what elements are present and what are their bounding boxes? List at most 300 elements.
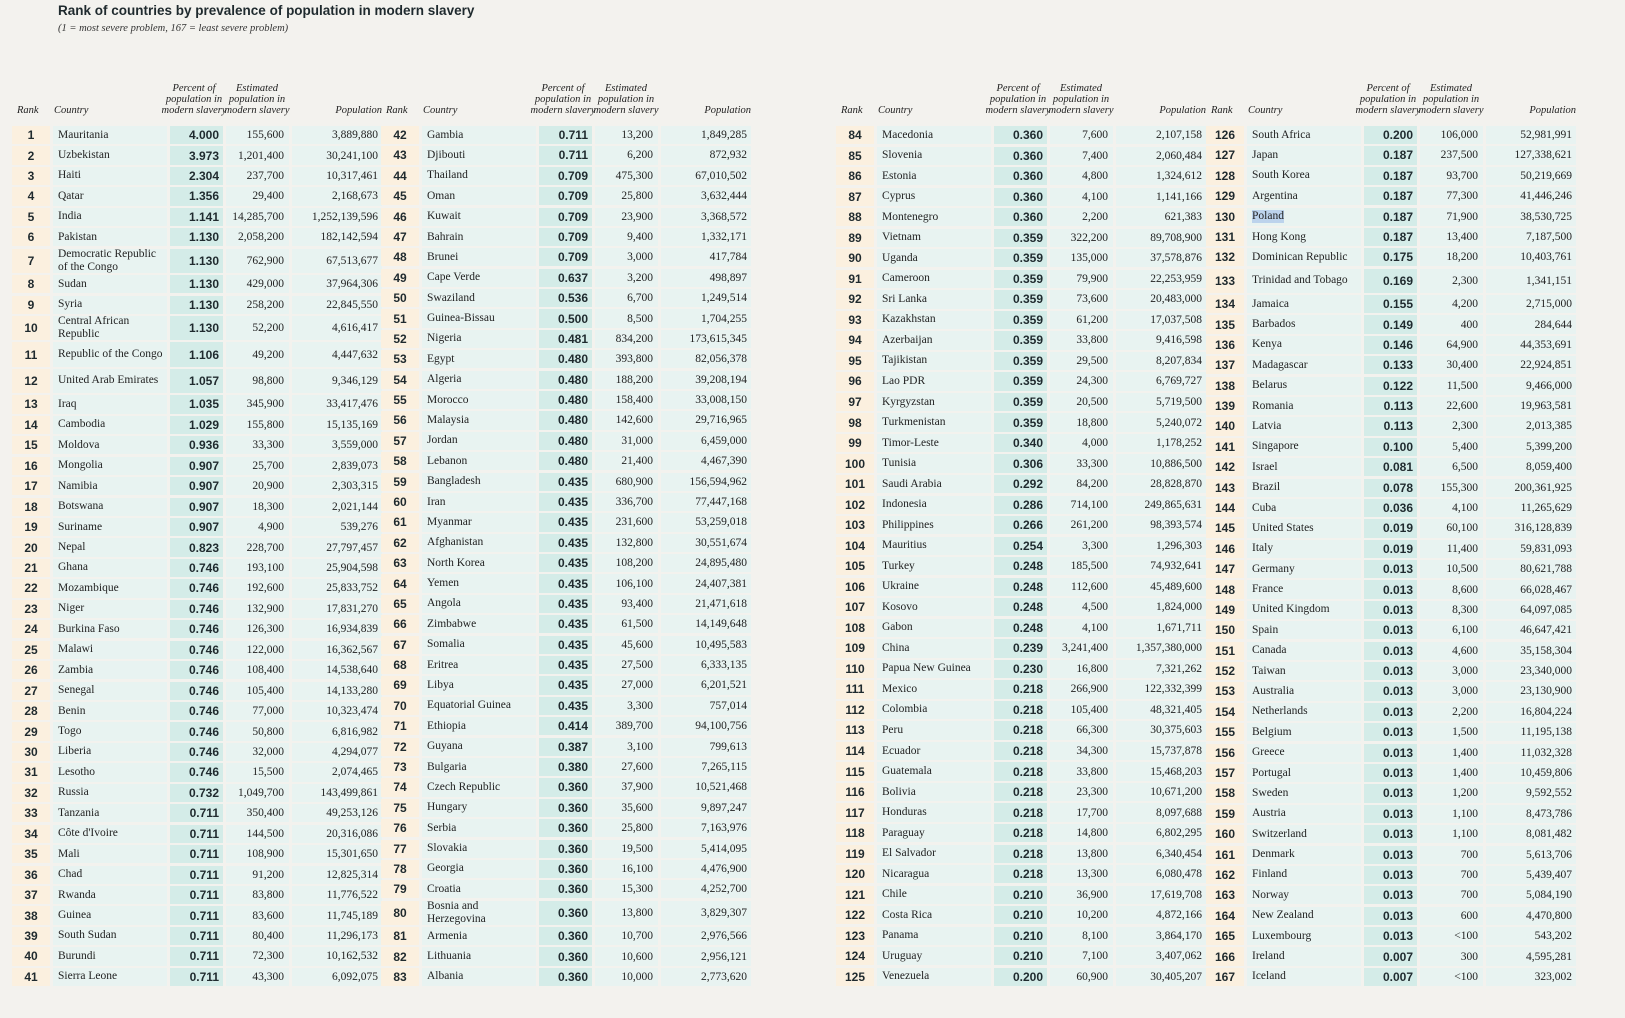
cell-rank <box>12 641 50 659</box>
pct-value: 0.746 <box>188 601 219 616</box>
cell-est <box>226 641 289 659</box>
est-value: 2,200 <box>1452 705 1478 718</box>
rank-value: 130 <box>1214 209 1236 224</box>
cell-pop <box>1116 249 1206 267</box>
est-value: 18,200 <box>1446 251 1478 264</box>
header-est: Estimated population in modern slavery <box>1418 83 1484 116</box>
pop-value: 94,100,756 <box>695 720 747 733</box>
cell-rank <box>836 331 874 349</box>
cell-country <box>1247 356 1361 374</box>
cell-pct <box>170 146 223 164</box>
cell-est <box>595 799 658 817</box>
cell-est <box>595 901 658 925</box>
pop-value: 2,168,673 <box>332 190 378 203</box>
country-value: Cambodia <box>58 418 106 431</box>
pct-value: 4.000 <box>188 128 219 143</box>
est-value: 8,600 <box>1452 583 1478 596</box>
rank-value: 95 <box>848 353 862 368</box>
cell-pct <box>1364 228 1417 246</box>
rank-value: 35 <box>24 847 38 862</box>
est-value: 112,600 <box>1071 580 1108 593</box>
cell-country <box>422 819 536 837</box>
table-row <box>381 778 753 796</box>
table-row <box>836 208 1208 226</box>
rank-value: 146 <box>1214 541 1236 556</box>
cell-country <box>53 477 167 495</box>
rank-value: 148 <box>1214 582 1236 597</box>
cell-pct <box>994 803 1047 821</box>
table-row <box>12 146 384 164</box>
cell-est <box>226 369 289 393</box>
cell-pop <box>1116 229 1206 247</box>
cell-rank <box>12 538 50 556</box>
est-value: 10,700 <box>621 930 653 943</box>
cell-pct <box>539 968 592 986</box>
pop-value: 143,499,861 <box>320 786 378 799</box>
rank-value: 14 <box>24 417 38 432</box>
pop-value: 6,802,295 <box>1156 827 1202 840</box>
rank-value: 70 <box>393 698 407 713</box>
est-value: 3,000 <box>627 251 653 264</box>
cell-pop <box>1116 598 1206 616</box>
pop-value: 799,613 <box>709 740 747 753</box>
pop-value: 11,776,522 <box>326 889 378 902</box>
cell-pop <box>1486 560 1576 578</box>
cell-pct <box>170 947 223 965</box>
table-row <box>1206 540 1578 558</box>
cell-country <box>1247 377 1361 395</box>
pct-value: 0.113 <box>1383 419 1413 434</box>
cell-est <box>1050 906 1113 924</box>
cell-pct <box>170 866 223 884</box>
est-value: 7,100 <box>1082 950 1108 963</box>
country-value: Brazil <box>1252 481 1281 494</box>
est-value: 680,900 <box>615 475 653 488</box>
cell-pct <box>994 434 1047 452</box>
cell-rank <box>381 534 419 552</box>
cell-est <box>595 697 658 715</box>
country-value: Argentina <box>1252 189 1298 202</box>
cell-pct <box>994 126 1047 144</box>
cell-pop <box>1116 557 1206 575</box>
pct-value: 0.218 <box>1012 764 1043 779</box>
cell-est <box>1050 742 1113 760</box>
cell-country <box>422 391 536 409</box>
cell-pop <box>661 309 751 327</box>
table-row <box>12 498 384 516</box>
rank-value: 11 <box>24 347 38 362</box>
cell-pop <box>661 452 751 470</box>
cell-pct <box>170 661 223 679</box>
cell-est <box>226 702 289 720</box>
pct-value: 0.292 <box>1012 477 1043 492</box>
country-value: Luxembourg <box>1252 929 1312 942</box>
est-value: 37,900 <box>621 781 653 794</box>
est-value: <100 <box>1454 970 1478 983</box>
cell-rank <box>12 395 50 413</box>
cell-country <box>877 126 991 144</box>
pct-value: 0.210 <box>1012 949 1043 964</box>
est-value: 4,100 <box>1452 502 1478 515</box>
cell-pop <box>1486 417 1576 435</box>
country-value: Gabon <box>882 621 913 634</box>
rank-value: 31 <box>24 765 38 780</box>
cell-pop <box>292 146 382 164</box>
pop-value: 21,471,618 <box>695 597 747 610</box>
cell-country <box>53 167 167 185</box>
cell-pop <box>1486 682 1576 700</box>
pop-value: 33,008,150 <box>695 394 747 407</box>
cell-pop <box>1486 723 1576 741</box>
cell-rank <box>12 702 50 720</box>
cell-country <box>877 803 991 821</box>
cell-est <box>595 615 658 633</box>
table-row <box>12 600 384 618</box>
table-row <box>1206 228 1578 246</box>
cell-pct <box>539 350 592 368</box>
rank-value: 111 <box>845 682 865 697</box>
cell-country <box>422 452 536 470</box>
est-value: 10,000 <box>621 970 653 983</box>
country-value: Italy <box>1252 542 1274 555</box>
cell-country <box>877 639 991 657</box>
cell-country <box>1247 417 1361 435</box>
cell-pop <box>1486 846 1576 864</box>
cell-rank <box>1206 805 1244 823</box>
pct-value: 0.175 <box>1382 250 1413 265</box>
table-row <box>1206 662 1578 680</box>
table-row <box>836 454 1208 472</box>
est-value: 155,800 <box>246 418 284 431</box>
pop-value: 16,804,224 <box>1520 705 1572 718</box>
cell-country <box>1247 397 1361 415</box>
table-row <box>12 825 384 843</box>
est-value: 193,100 <box>246 561 284 574</box>
cell-rank <box>381 513 419 531</box>
cell-est <box>226 722 289 740</box>
cell-rank <box>836 270 874 288</box>
country-value: Germany <box>1252 562 1295 575</box>
cell-rank <box>836 372 874 390</box>
country-value: Belgium <box>1252 725 1292 738</box>
rank-value: 62 <box>393 535 407 550</box>
est-value: 142,600 <box>615 414 653 427</box>
table-row <box>381 968 753 986</box>
cell-pop <box>292 825 382 843</box>
country-value: Taiwan <box>1252 664 1286 677</box>
pop-value: 10,495,583 <box>695 638 747 651</box>
est-value: 19,500 <box>621 842 653 855</box>
cell-pop <box>1116 372 1206 390</box>
cell-country <box>422 636 536 654</box>
cell-country <box>422 371 536 389</box>
cell-est <box>1050 454 1113 472</box>
cell-est <box>226 927 289 945</box>
cell-pop <box>1486 167 1576 185</box>
table-row <box>836 475 1208 493</box>
cell-pop <box>292 126 382 144</box>
pct-value: 0.210 <box>1012 928 1043 943</box>
country-value: Eritrea <box>427 658 459 671</box>
pct-value: 0.435 <box>557 678 588 693</box>
cell-country <box>877 660 991 678</box>
cell-rank <box>836 208 874 226</box>
rank-value: 47 <box>393 230 407 244</box>
cell-rank <box>381 880 419 898</box>
pct-value: 0.360 <box>1012 128 1043 143</box>
cell-pct <box>539 473 592 491</box>
cell-est <box>1050 968 1113 986</box>
cell-pop <box>1486 621 1576 639</box>
pct-value: 0.218 <box>1012 785 1043 800</box>
cell-country <box>53 906 167 924</box>
rank-value: 33 <box>24 806 38 821</box>
cell-country <box>1247 703 1361 721</box>
cell-pct <box>994 454 1047 472</box>
est-value: 71,900 <box>1446 210 1478 223</box>
cell-est <box>595 927 658 945</box>
cell-pct <box>1364 269 1417 293</box>
pop-value: 14,149,648 <box>695 618 747 631</box>
cell-country <box>1247 642 1361 660</box>
pop-value: 9,466,000 <box>1526 379 1572 392</box>
table-row <box>1206 295 1578 313</box>
table-row <box>836 167 1208 185</box>
cell-pct <box>1364 187 1417 205</box>
est-value: 1,500 <box>1452 726 1478 739</box>
pct-value: 1.035 <box>188 397 219 412</box>
table-row <box>836 249 1208 267</box>
pct-value: 0.013 <box>1382 745 1413 760</box>
pop-value: 48,321,405 <box>1150 703 1202 716</box>
pop-value: 4,872,166 <box>1156 909 1202 922</box>
cell-pct <box>539 289 592 307</box>
cell-rank <box>381 717 419 735</box>
cell-rank <box>836 413 874 431</box>
pop-value: 173,615,345 <box>689 332 747 345</box>
cell-pop <box>1116 393 1206 411</box>
cell-country <box>877 968 991 986</box>
cell-pop <box>1116 167 1206 185</box>
cell-pop <box>1116 496 1206 514</box>
cell-country <box>422 187 536 205</box>
est-value: 350,400 <box>246 807 284 820</box>
cell-est <box>1420 805 1483 823</box>
pop-value: 2,013,385 <box>1526 420 1572 433</box>
cell-pop <box>661 126 751 144</box>
est-value: 9,400 <box>627 231 653 243</box>
cell-pop <box>1116 434 1206 452</box>
table-row <box>836 311 1208 329</box>
cell-country <box>53 146 167 164</box>
pct-value: 0.013 <box>1382 929 1413 944</box>
rank-value: 154 <box>1214 704 1236 719</box>
rank-value: 49 <box>393 270 407 285</box>
pct-value: 0.248 <box>1012 559 1043 574</box>
rank-value: 114 <box>845 744 865 758</box>
cell-rank <box>12 559 50 577</box>
rank-value: 126 <box>1214 128 1236 143</box>
pct-value: 0.359 <box>1012 230 1043 245</box>
est-value: 4,100 <box>1082 621 1108 634</box>
table-row <box>836 331 1208 349</box>
est-value: 27,500 <box>621 659 653 672</box>
cell-pct <box>1364 723 1417 741</box>
est-value: 1,100 <box>1452 828 1478 841</box>
cell-pop <box>292 947 382 965</box>
pct-value: 0.187 <box>1382 230 1413 244</box>
cell-country <box>422 840 536 858</box>
cell-rank <box>381 901 419 925</box>
cell-rank <box>12 228 50 246</box>
header-est: Estimated population in modern slavery <box>224 83 290 116</box>
table-row <box>12 641 384 659</box>
cell-country <box>53 743 167 761</box>
country-value: Tunisia <box>882 457 917 470</box>
est-value: 93,700 <box>1446 169 1478 182</box>
pct-value: 0.480 <box>557 413 588 428</box>
cell-pct <box>1364 642 1417 660</box>
rank-value: 61 <box>393 515 407 530</box>
cell-rank <box>836 475 874 493</box>
cell-country <box>53 369 167 393</box>
cell-est <box>226 316 289 340</box>
cell-rank <box>1206 866 1244 884</box>
pct-value: 0.013 <box>1382 725 1413 740</box>
cell-est <box>226 477 289 495</box>
pop-value: 39,208,194 <box>695 373 747 386</box>
cell-country <box>1247 947 1361 965</box>
country-value: Zambia <box>58 663 94 676</box>
est-value: 15,300 <box>621 883 653 896</box>
cell-pop <box>1486 479 1576 497</box>
est-value: 4,000 <box>1082 437 1108 450</box>
cell-pct <box>1364 601 1417 619</box>
cell-pct <box>539 717 592 735</box>
pop-value: 30,551,674 <box>695 536 747 549</box>
est-value: 122,000 <box>246 643 284 656</box>
cell-pop <box>661 554 751 572</box>
country-value: Suriname <box>58 520 103 533</box>
pct-value: 0.387 <box>557 739 588 754</box>
cell-pct <box>994 475 1047 493</box>
pct-value: 0.013 <box>1382 623 1413 638</box>
cell-pct <box>539 452 592 470</box>
cell-country <box>422 330 536 348</box>
cell-country <box>53 784 167 802</box>
cell-rank <box>1206 784 1244 802</box>
cell-est <box>595 208 658 226</box>
cell-pct <box>539 534 592 552</box>
est-value: 158,400 <box>615 394 653 407</box>
pct-value: 0.149 <box>1382 317 1413 332</box>
cell-country <box>53 208 167 226</box>
pct-value: 0.013 <box>1382 643 1413 658</box>
pop-value: 66,028,467 <box>1520 583 1572 596</box>
pop-value: 64,097,085 <box>1520 603 1572 616</box>
rank-value: 91 <box>848 271 862 286</box>
pct-value: 0.218 <box>1012 723 1043 738</box>
pop-value: 182,142,594 <box>320 231 378 244</box>
cell-pct <box>1364 248 1417 266</box>
cell-rank <box>1206 167 1244 185</box>
cell-country <box>1247 825 1361 843</box>
cell-rank <box>12 927 50 945</box>
pop-value: 98,393,574 <box>1150 519 1202 532</box>
cell-country <box>877 147 991 165</box>
pct-value: 0.081 <box>1382 460 1413 475</box>
cell-pct <box>1364 397 1417 415</box>
pop-value: 4,595,281 <box>1526 950 1572 963</box>
pop-value: 2,107,158 <box>1156 129 1202 142</box>
country-value: Burundi <box>58 949 96 962</box>
pop-value: 1,296,303 <box>1156 539 1202 552</box>
pop-value: 25,833,752 <box>326 582 378 595</box>
rank-value: 163 <box>1214 888 1236 903</box>
cell-est <box>1420 356 1483 374</box>
cell-country <box>1247 458 1361 476</box>
cell-pct <box>994 742 1047 760</box>
pop-value: 15,737,878 <box>1150 745 1202 757</box>
cell-est <box>1050 578 1113 596</box>
table-row <box>1206 560 1578 578</box>
table-row <box>381 697 753 715</box>
cell-rank <box>381 738 419 756</box>
cell-rank <box>381 676 419 694</box>
pct-value: 0.480 <box>557 393 588 408</box>
cell-rank <box>836 434 874 452</box>
country-value: Barbados <box>1252 318 1296 331</box>
country-value: Brunei <box>427 250 459 263</box>
rank-value: 160 <box>1214 827 1236 842</box>
cell-country <box>877 783 991 801</box>
pct-value: 3.973 <box>188 148 219 163</box>
cell-rank <box>1206 907 1244 925</box>
table-row <box>1206 438 1578 456</box>
table-row <box>836 660 1208 678</box>
est-value: 91,200 <box>252 868 284 881</box>
table-row <box>12 927 384 945</box>
rank-value: 37 <box>24 888 38 903</box>
country-value: Croatia <box>427 882 461 895</box>
cell-rank <box>836 537 874 555</box>
cell-pct <box>1364 907 1417 925</box>
est-value: 45,600 <box>621 638 653 651</box>
cell-country <box>53 436 167 454</box>
pct-value: 0.746 <box>188 724 219 739</box>
table-row <box>1206 397 1578 415</box>
cell-country <box>877 229 991 247</box>
est-value: 13,800 <box>621 906 653 919</box>
cell-est <box>1050 167 1113 185</box>
country-value: Iran <box>427 495 446 508</box>
cell-est <box>226 600 289 618</box>
cell-country <box>877 886 991 904</box>
table-row <box>381 411 753 429</box>
cell-pct <box>994 824 1047 842</box>
country-value: Belarus <box>1252 379 1288 392</box>
pop-value: 22,845,550 <box>326 298 378 311</box>
cell-pct <box>539 840 592 858</box>
est-value: 33,300 <box>1076 457 1108 470</box>
est-value: 188,200 <box>615 373 653 386</box>
pct-value: 0.907 <box>188 458 219 473</box>
cell-pct <box>170 316 223 340</box>
cell-est <box>226 457 289 475</box>
table-row <box>381 493 753 511</box>
cell-pct <box>994 906 1047 924</box>
cell-pop <box>292 968 382 986</box>
